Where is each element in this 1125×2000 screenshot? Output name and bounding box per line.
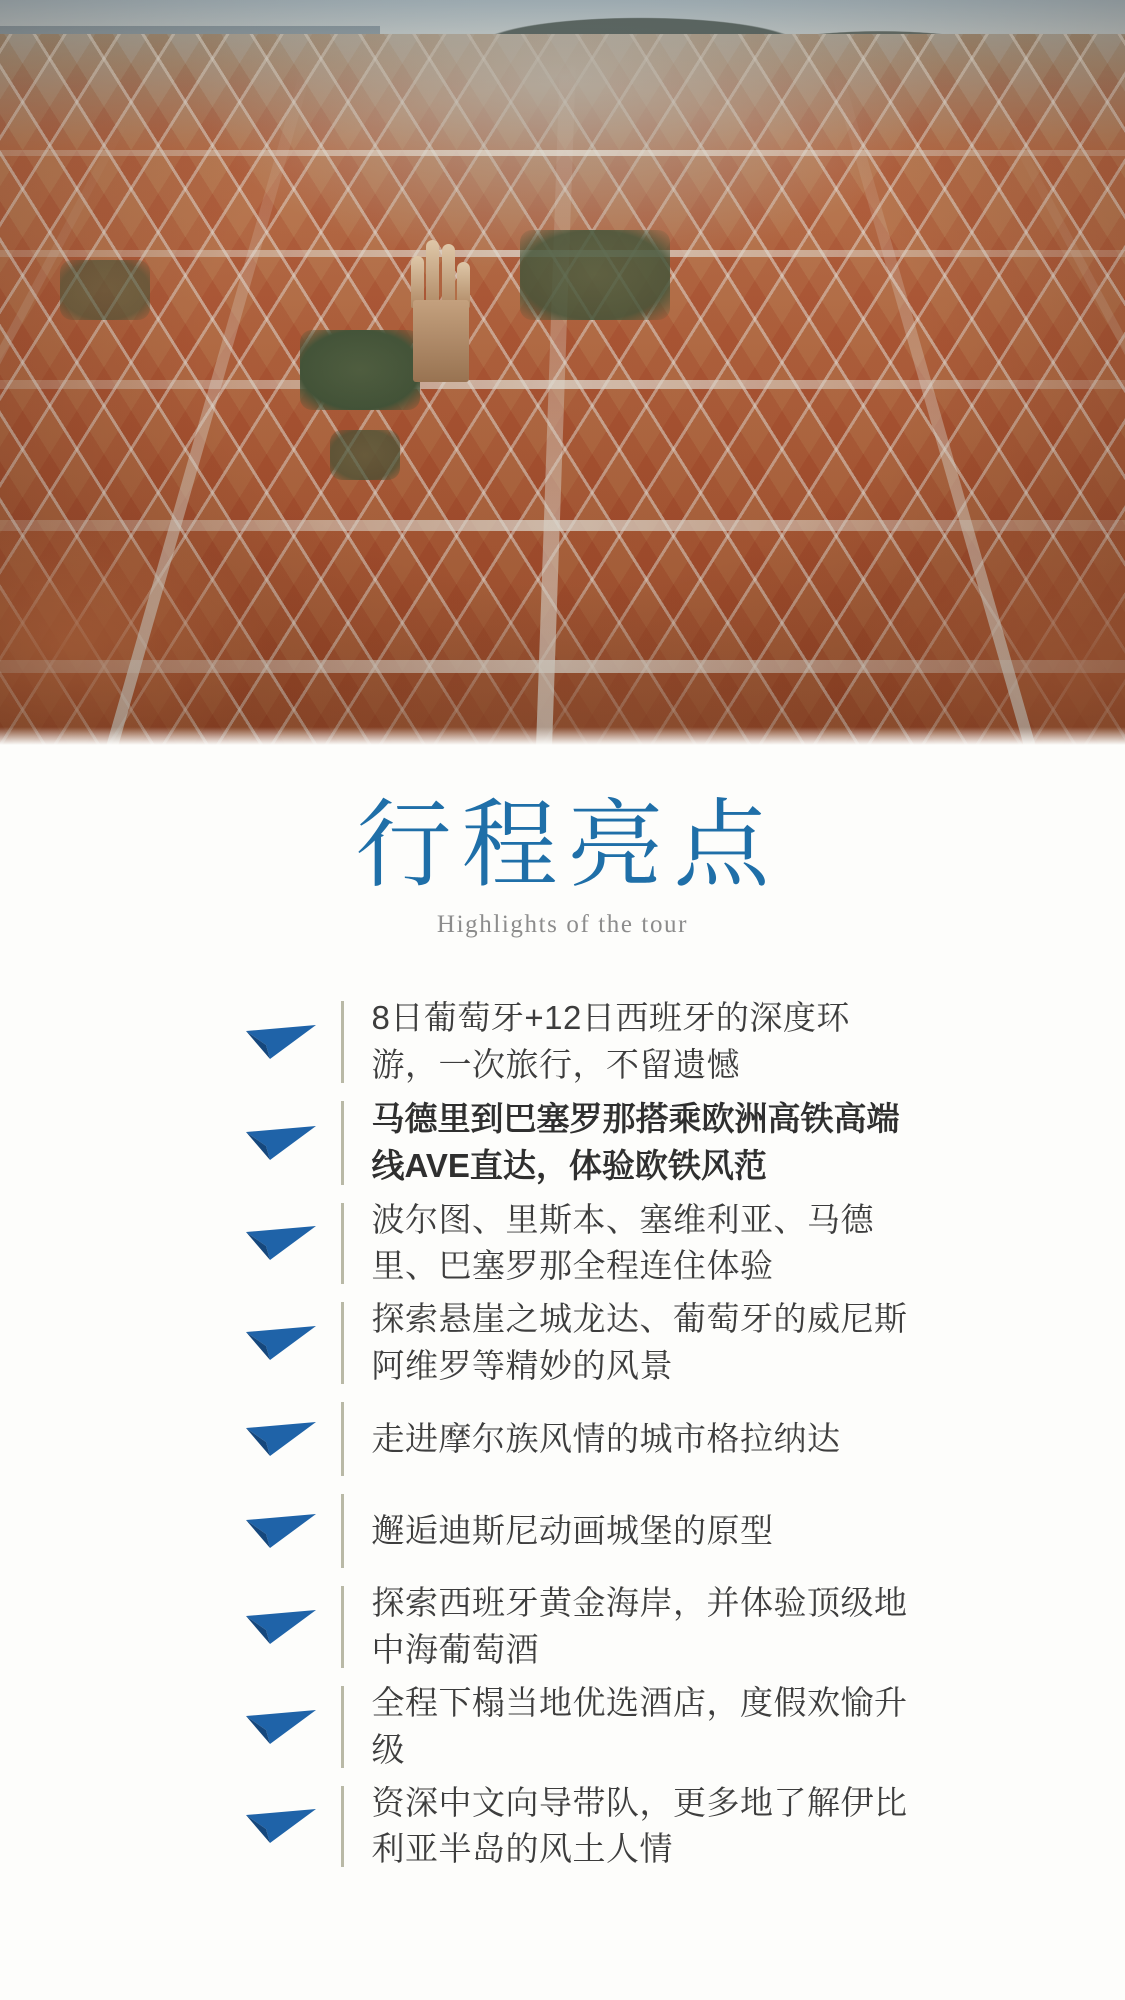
paper-plane-icon [221, 1608, 341, 1646]
list-item-label: 走进摩尔族风情的城市格拉纳达 [371, 1419, 841, 1457]
paper-plane-icon [221, 1807, 341, 1845]
list-item-label: 探索西班牙黄金海岸，并体验顶级地中海葡萄酒 [371, 1584, 908, 1668]
list-item [221, 1095, 913, 1191]
list-item [221, 1296, 913, 1390]
paper-plane-icon [221, 1512, 341, 1550]
paper-plane-icon [221, 1023, 341, 1061]
section-title-block [0, 792, 1125, 939]
list-item-label: 邂逅迪斯尼动画城堡的原型 [371, 1511, 774, 1549]
list-item-label: 全程下榻当地优选酒店，度假欢愉升级 [371, 1683, 908, 1768]
paper-plane-icon [221, 1708, 341, 1746]
list-item-label: 马德里到巴塞罗那搭乘欧洲高铁高端线AVE直达，体验欧铁风范 [371, 1099, 900, 1184]
list-item-label: 波尔图、里斯本、塞维利亚、马德里、巴塞罗那全程连住体验 [371, 1200, 874, 1285]
hero-vignette [0, 0, 1125, 745]
page-subtitle: Highlights of the tour [436, 910, 689, 938]
list-item [221, 1680, 913, 1774]
list-item-label: 探索悬崖之城龙达、葡萄牙的威尼斯阿维罗等精妙的风景 [371, 1300, 908, 1385]
list-item-label: 8日葡萄牙+12日西班牙的深度环游，一次旅行，不留遗憾 [371, 998, 850, 1083]
paper-plane-icon [221, 1324, 341, 1362]
page-title: 行程亮点 [355, 792, 780, 899]
hero-bottom-fade [0, 727, 1125, 745]
hero-image-aerial-cityscape [0, 0, 1125, 745]
list-item [221, 995, 913, 1089]
list-item [221, 1197, 913, 1291]
paper-plane-icon [221, 1124, 341, 1162]
highlights-list [213, 995, 913, 1873]
list-item-label: 资深中文向导带队，更多地了解伊比利亚半岛的风土人情 [371, 1783, 908, 1868]
list-item [221, 1780, 913, 1874]
paper-plane-icon [221, 1224, 341, 1262]
list-item [221, 1396, 913, 1482]
paper-plane-icon [221, 1420, 341, 1458]
list-item [221, 1488, 913, 1574]
list-item [221, 1580, 913, 1674]
